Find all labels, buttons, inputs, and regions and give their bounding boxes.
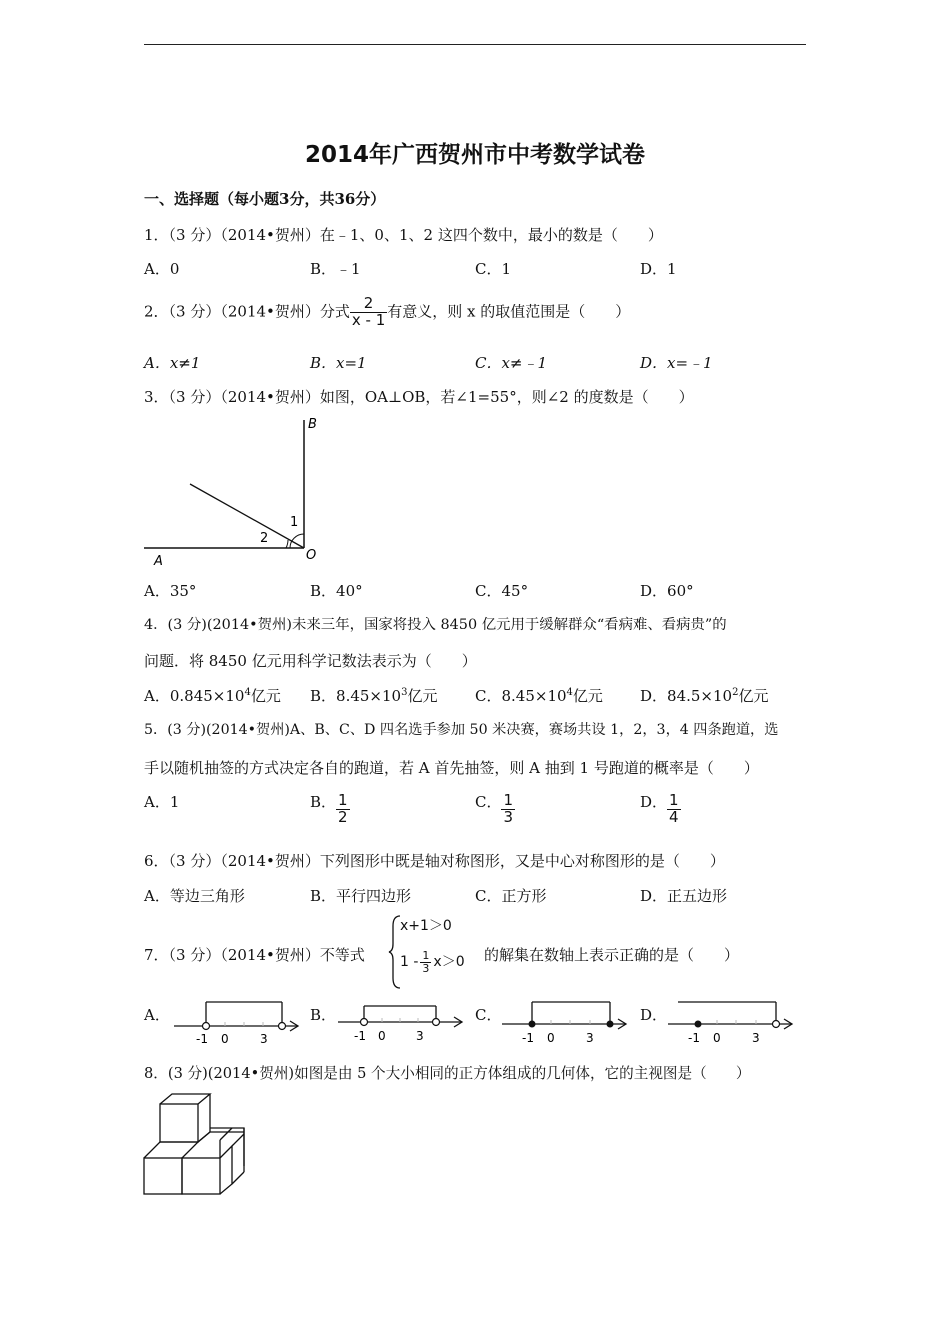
q4-c-unit: 亿元 <box>572 687 603 705</box>
angle-figure <box>140 412 340 572</box>
numberline-b <box>336 998 466 1048</box>
q7-option-c: C． <box>475 1006 502 1024</box>
label-o: O <box>306 548 317 563</box>
question-5-line-2: 手以随机抽签的方式决定各自的跑道，若 A 首先抽签，则 A 抽到 1 号跑道的概率是（ ） <box>144 759 759 777</box>
q4-d-base: D．84.5×10 <box>640 687 733 705</box>
q5-d-den: 4 <box>669 807 679 826</box>
q2-frac-den: x - 1 <box>351 310 386 329</box>
q4-a-unit: 亿元 <box>250 687 281 705</box>
question-7-post: 的解集在数轴上表示正确的是（ ） <box>484 946 740 964</box>
q2-option-c: C．x≠﹣1 <box>475 354 548 372</box>
q1-option-d: D．1 <box>640 260 677 278</box>
q4-a-exp: 4 <box>244 687 251 698</box>
q3-option-c: C．45° <box>475 582 529 600</box>
q4-option-a <box>144 685 281 706</box>
q5-c-den: 3 <box>503 807 514 826</box>
q4-option-d <box>640 685 768 706</box>
page-title: 2014年广西贺州市中考数学试卷 <box>304 142 645 168</box>
ineq2-pre: 1 - <box>400 954 419 971</box>
svg-text:0: 0 <box>547 1031 555 1045</box>
angle-arc-1 <box>290 534 304 548</box>
q5-option-b <box>310 791 350 826</box>
numberline-d <box>666 998 796 1048</box>
q4-option-b <box>310 685 437 706</box>
q5-d-fraction <box>667 793 681 826</box>
question-1: 1．（3 分）（2014•贺州）在﹣1、0、1、2 这四个数中，最小的数是（ ） <box>144 226 663 244</box>
q7-option-d: D． <box>640 1006 668 1024</box>
q5-option-d <box>640 791 681 826</box>
q6-option-a: A．等边三角形 <box>144 887 245 905</box>
q2-stem-post: 有意义，则 x 的取值范围是（ ） <box>387 302 631 321</box>
inequality-2 <box>400 950 465 974</box>
q6-option-b: B．平行四边形 <box>310 887 412 905</box>
cube-figure <box>140 1090 250 1200</box>
inequality-1: x+1＞0 <box>400 918 452 934</box>
q2-fraction <box>350 296 387 329</box>
q2-stem-pre: 2．（3 分）（2014•贺州）分式 <box>144 302 350 321</box>
q3-option-b: B．40° <box>310 582 363 600</box>
question-2 <box>144 296 630 329</box>
q3-option-a: A．35° <box>144 582 197 600</box>
ray-oc <box>190 484 304 548</box>
q5-b-letter: B． <box>310 793 337 811</box>
question-6: 6．（3 分）（2014•贺州）下列图形中既是轴对称图形，又是中心对称图形的是（ ） <box>144 852 725 870</box>
header-rule <box>144 44 806 45</box>
q5-b-num: 1 <box>338 791 348 809</box>
svg-text:3: 3 <box>416 1029 424 1043</box>
q4-option-c <box>475 685 603 706</box>
label-2: 2 <box>260 531 269 546</box>
svg-text:0: 0 <box>378 1029 386 1043</box>
q1-option-b: B．﹣1 <box>310 260 361 278</box>
q7-option-a: A． <box>144 1006 170 1024</box>
q2-option-d: D．x=﹣1 <box>640 354 713 372</box>
q5-b-fraction <box>336 793 350 826</box>
ineq2-den: 3 <box>422 961 430 975</box>
q4-a-base: A．0.845×10 <box>144 687 245 705</box>
q4-c-exp: 4 <box>566 687 573 698</box>
q5-option-c <box>475 791 515 826</box>
q6-option-c: C．正方形 <box>475 887 547 905</box>
q2-option-b: B．x=1 <box>310 354 367 372</box>
svg-text:0: 0 <box>713 1031 721 1045</box>
q4-c-base: C．8.45×10 <box>475 687 567 705</box>
label-b: B <box>308 417 317 432</box>
question-3: 3．（3 分）（2014•贺州）如图，OA⊥OB，若∠1=55°，则∠2 的度数是（ ） <box>144 388 694 406</box>
q5-c-num: 1 <box>503 791 514 809</box>
question-8: 8．(3 分)(2014•贺州)如图是由 5 个大小相同的正方体组成的几何体，它的主视图是（ ） <box>144 1065 751 1082</box>
svg-text:-1: -1 <box>354 1029 366 1043</box>
section-heading: 一、选择题（每小题3分，共36分） <box>144 190 386 208</box>
question-4-line-2: 问题．将 8450 亿元用科学记数法表示为（ ） <box>144 652 477 670</box>
numberline-c <box>500 998 630 1048</box>
ineq2-num: 1 <box>422 949 430 962</box>
svg-text:-1: -1 <box>688 1031 700 1045</box>
q3-option-d: D．60° <box>640 582 694 600</box>
q4-b-exp: 3 <box>401 687 408 698</box>
svg-text:3: 3 <box>752 1031 760 1045</box>
q4-d-exp: 2 <box>732 687 739 698</box>
q5-c-fraction <box>501 793 515 826</box>
q5-option-a: A．1 <box>144 793 180 811</box>
question-4-line-1: 4．(3 分)(2014•贺州)未来三年，国家将投入 8450 亿元用于缓解群众“看病难、看病贵”的 <box>144 617 727 633</box>
ineq2-fraction <box>420 950 431 974</box>
ineq2-post: x＞0 <box>433 954 465 971</box>
svg-text:-1: -1 <box>196 1032 208 1046</box>
svg-text:3: 3 <box>260 1032 268 1046</box>
question-5-line-1: 5．(3 分)(2014•贺州)A、B、C、D 四名选手参加 50 米决赛，赛场共设 1，2，3，4 四条跑道，选 <box>144 722 779 738</box>
q5-d-num: 1 <box>669 791 679 809</box>
svg-text:3: 3 <box>586 1031 594 1045</box>
q2-frac-num: 2 <box>350 296 387 313</box>
q5-d-letter: D． <box>640 793 668 811</box>
numberline-a <box>172 998 302 1048</box>
q4-b-base: B．8.45×10 <box>310 687 402 705</box>
svg-text:-1: -1 <box>522 1031 534 1045</box>
label-a: A <box>154 554 163 569</box>
question-7-pre: 7．（3 分）（2014•贺州）不等式 <box>144 946 365 964</box>
q4-d-unit: 亿元 <box>738 687 769 705</box>
angle-arc <box>286 540 288 548</box>
q6-option-d: D．正五边形 <box>640 887 728 905</box>
q7-option-b: B． <box>310 1006 337 1024</box>
svg-text:0: 0 <box>221 1032 229 1046</box>
q5-c-letter: C． <box>475 793 502 811</box>
q5-b-den: 2 <box>338 807 348 826</box>
q1-option-a: A．0 <box>144 260 180 278</box>
q1-option-c: C．1 <box>475 260 512 278</box>
q2-option-a: A．x≠1 <box>144 354 201 372</box>
q4-b-unit: 亿元 <box>407 687 438 705</box>
label-1: 1 <box>290 515 299 530</box>
